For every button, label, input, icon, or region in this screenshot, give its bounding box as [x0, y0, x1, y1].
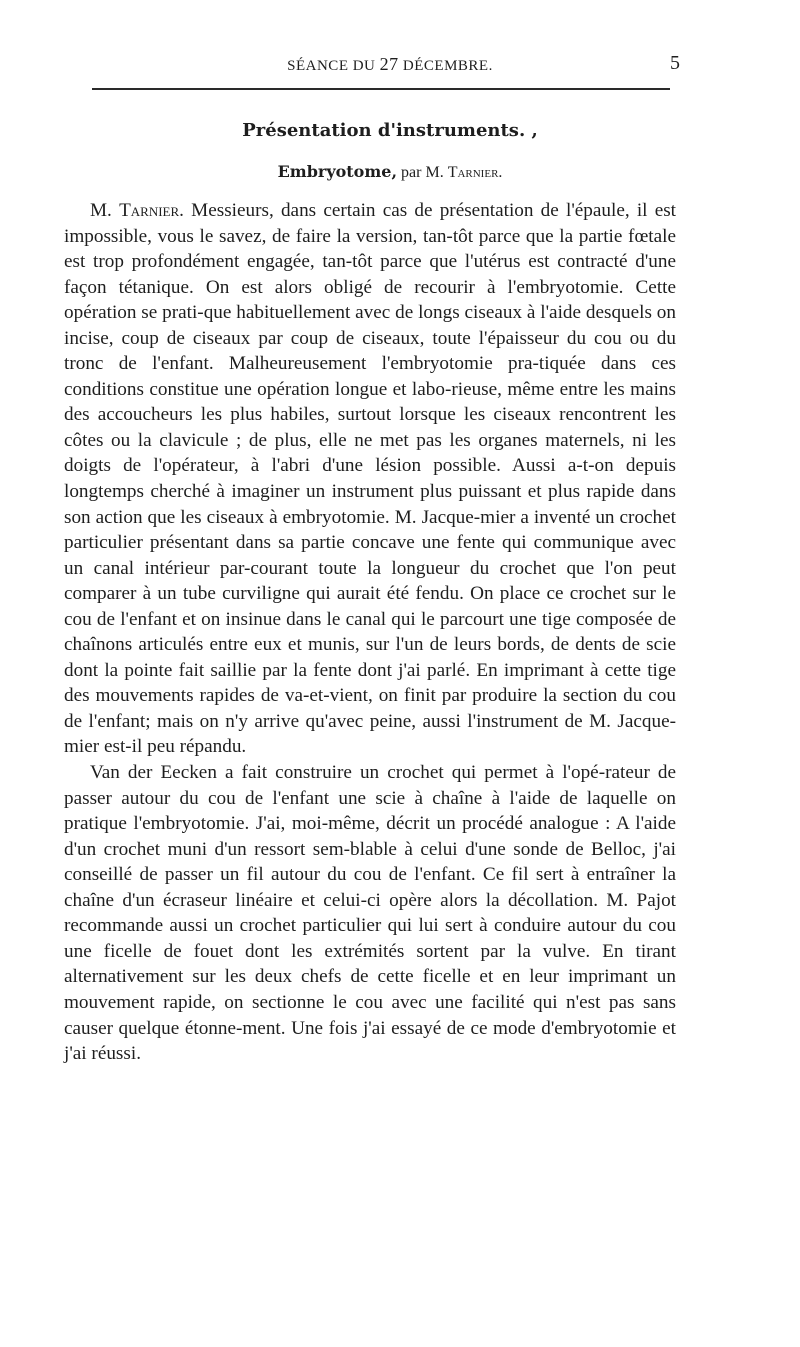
section-subtitle — [90, 162, 690, 182]
subtitle-author: Tarnier. — [447, 164, 503, 181]
body-text — [64, 198, 676, 1067]
paragraph-2-text: Van der Eecken a fait construire un crochet qui permet à l'opé-rateur de passer autour du cou de l'enfant une scie à chaîne à l'aide de laquelle on pratique l'embryotomie. J'ai, moi-même, décrit un procédé analogue : A l'aide d'un crochet muni d'un ressort sem-blable à celui d'une sonde de Belloc, j'ai conseillé de passer un fil autour du cou de l'enfant. Ce fil sert à entraîner la chaîne d'un écraseur linéaire et celui-ci opère alors la décollation. M. Pajot recommande aussi un crochet particulier qui lui sert à conduire autour du cou une ficelle de fouet dont les extrémités sortent par la vulve. En tirant alternativement sur les deux chefs de cette ficelle et en leur imprimant un mouvement rapide, on sectionne le cou avec une facilité qui n'est pas sans causer quelque étonne-ment. Une fois j'ai essayé de ce mode d'embryotomie et j'ai réussi. — [64, 762, 676, 1065]
running-title — [90, 54, 690, 75]
speaker-name: Tarnier. — [119, 200, 184, 221]
speaker-prefix: M. — [90, 200, 120, 221]
page-number: 5 — [670, 52, 680, 74]
running-title-suffix: DÉCEMBRE. — [398, 58, 493, 74]
header-rule — [92, 88, 670, 90]
running-title-date: 27 — [379, 54, 399, 74]
section-title: Présentation d'instruments. , — [242, 120, 538, 141]
subtitle-instrument: Embryotome, — [277, 162, 398, 181]
paragraph-1 — [64, 198, 676, 760]
running-title-prefix: SÉANCE DU — [287, 58, 380, 74]
subtitle-par: par M. — [397, 164, 448, 181]
paragraph-2 — [64, 760, 676, 1067]
page-header — [90, 52, 690, 76]
paragraph-1-text: Messieurs, dans certain cas de présentation de l'épaule, il est impossible, vous le savez, de faire la version, tan-tôt parce que la partie fœtale est trop profondément engagée, tan-tôt parce que l'utérus est contracté d'une façon tétanique. On est alors obligé de recourir à l'embryotomie. Cette opération se prati-que habituellement avec de longs ciseaux à l'aide desquels on incise, coup de ciseaux par coup de ciseaux, toute l'épaisseur du cou ou du tronc de l'enfant. Malheureusement l'embryotomie pra-tiquée dans ces conditions constitue une opération longue et labo-rieuse, même entre les mains des accoucheurs les plus habiles, surtout lorsque les ciseaux rencontrent les côtes ou la clavicule ; de plus, elle ne met pas les organes maternels, ni les doigts de l'opérateur, à l'abri d'une lésion possible. Aussi a-t-on depuis longtemps cherché à imaginer un instrument plus puissant et plus rapide dans son action que les ciseaux à embryotomie. M. Jacque-mier a inventé un crochet particulier présentant dans sa partie concave une fente qui communique avec un canal intérieur par-courant toute la longueur du crochet que l'on peut comparer à un tube curviligne qui aurait été fendu. On place ce crochet sur le cou de l'enfant et on insinue dans le canal qui le parcourt une tige composée de chaînons articulés entre eux et munis, sur l'un de leurs bords, de dents de scie dont la pointe fait saillie par la fente dont j'ai parlé. En imprimant à cette tige des mouvements rapides de va-et-vient, on finit par produire la section du cou de l'enfant; mais on n'y arrive qu'avec peine, aussi l'instrument de M. Jacque-mier est-il peu répandu. — [64, 200, 677, 758]
